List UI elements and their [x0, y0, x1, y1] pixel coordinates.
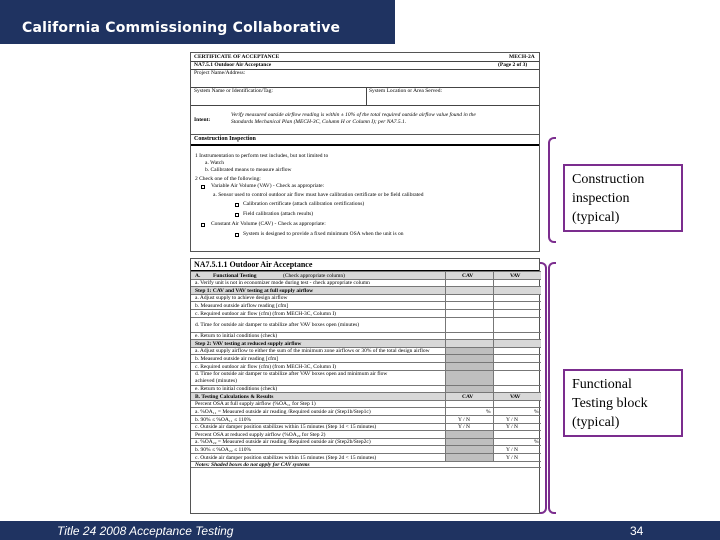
- construction-item: Constant Air Volume (CAV) - Check as appropriate:: [211, 221, 326, 227]
- results-header-row: B. Testing Calculations & Results CAV VAV: [191, 392, 541, 400]
- intent-line-2: Standards Mechanical Plan (MECH-3C, Column H or Column I); per NA7.5.1.: [231, 119, 407, 125]
- table-row: b. 90% ≤ %OA₁₁ ≤ 110% Y / N Y / N: [191, 415, 541, 423]
- intent-line-1: Verify measured outside airflow reading is within ± 10% of the total required outside airflow value found in the: [231, 112, 476, 118]
- table-row: d. Time for outside air damper to stabilize after VAV boxes open (minutes): [191, 317, 541, 332]
- table-row: c. Outside air damper position stabilizes within 15 minutes (Step 1d < 15 minutes) Y / N Y / N: [191, 423, 541, 431]
- construction-item: System is designed to provide a fixed minimum OSA when the unit is on: [243, 231, 404, 237]
- table-row: b. 90% ≤ %OA₂₂ ≤ 110% Y / N: [191, 445, 541, 453]
- construction-item: a. Watch: [205, 160, 225, 166]
- page-of: (Page 2 of 3): [498, 62, 528, 68]
- functional-bracket-left: [548, 262, 556, 514]
- construction-item: Variable Air Volume (VAV) - Check as appropriate:: [211, 183, 325, 189]
- col-vav: VAV: [510, 272, 521, 279]
- functional-callout: [563, 369, 683, 437]
- table-row: e. Return to initial conditions (check): [191, 332, 541, 340]
- construction-callout: [563, 164, 683, 232]
- project-label: Project Name/Address:: [194, 70, 246, 76]
- construction-item: Calibration certificate (attach calibration certifications): [243, 201, 365, 207]
- footer-bar: [0, 521, 720, 540]
- section-title: NA7.5.1 Outdoor Air Acceptance: [194, 62, 272, 68]
- table-row: b. Measured outside air reading [cfm]: [191, 354, 541, 362]
- shaded-note: Notes: Shaded boxes do not apply for CAV systems: [195, 462, 310, 469]
- table-row: a. Adjust supply airflow to either the sum of the minimum zone airflows or 30% of the total design airflow: [191, 347, 541, 355]
- note-row: [191, 461, 541, 469]
- callout-line: Construction: [572, 172, 645, 187]
- table-row: c. Required outdoor air flow (cfm) (from MECH-3C, Column I): [191, 309, 541, 317]
- col-functional: Functional Testing: [213, 272, 257, 279]
- table-row: a. Verify unit is not in economizer mode during test - check appropriate column: [191, 279, 541, 287]
- table-row: c. Required outdoor air flow (cfm) (from MECH-3C, Column I): [191, 362, 541, 370]
- step1-row: Step 1: CAV and VAV testing at full supply airflow: [191, 286, 541, 294]
- pct-full-row: Percent OSA at full supply airflow (%OA₁₁ for Step 1): [191, 400, 541, 408]
- table-row: a. Adjust supply to achieve design airflow: [191, 294, 541, 302]
- table-row: a. %OA₁₁ = Measured outside air reading /Required outside air (Step1b/Step1c) % %: [191, 407, 541, 415]
- callout-line: Functional: [572, 377, 632, 392]
- calibration-cert-checkbox[interactable]: [235, 203, 239, 207]
- field-calibration-checkbox[interactable]: [235, 213, 239, 217]
- table-row: a. %OA₂₂ = Measured outside air reading /Required outside air (Step2b/Step2c) %: [191, 438, 541, 446]
- functional-testing-form: [190, 258, 540, 514]
- construction-item: a. Sensor used to control outdoor air flow must have calibration certificate or be field calibrated: [213, 192, 424, 198]
- construction-item: b. Calibrated means to measure airflow: [205, 167, 292, 173]
- fixed-osa-checkbox[interactable]: [235, 233, 239, 237]
- col-cav: CAV: [462, 272, 474, 279]
- construction-item: Field calibration (attach results): [243, 211, 314, 217]
- table-row: b. Measured outside airflow reading [cfm]: [191, 301, 541, 309]
- intent-label: Intent:: [194, 117, 211, 123]
- functional-heading: NA7.5.1.1 Outdoor Air Acceptance: [194, 260, 313, 269]
- system-label: System Name or Identification/Tag:: [194, 88, 273, 94]
- table-header-row: A. Functional Testing (Check appropriate column) CAV VAV: [191, 271, 541, 279]
- table-row: c. Outside air damper position stabilizes within 15 minutes (Step 2d < 15 minutes) Y / N: [191, 453, 541, 461]
- header-title: California Commissioning Collaborative: [22, 20, 341, 36]
- step2-row: Step 2: VAV testing at reduced supply airflow: [191, 339, 541, 347]
- table-row: d. Time for outside air damper to stabilize after VAV boxes open and minimum air flow achieved (minutes): [191, 370, 541, 385]
- functional-bracket-right: [540, 262, 547, 514]
- construction-item: 1 Instrumentation to perform test includes, but not limited to: [195, 153, 329, 159]
- location-label: System Location or Area Served:: [369, 88, 443, 94]
- table-row: e. Return to initial conditions (check): [191, 385, 541, 393]
- form-id: MECH-2A: [509, 54, 535, 60]
- page-number: 34: [630, 524, 644, 538]
- pct-reduced-row: Percent OSA at reduced supply airflow (%OA₂₂ for Step 2): [191, 430, 541, 438]
- certificate-header-form: [190, 52, 540, 137]
- callout-line: Testing block: [572, 396, 648, 411]
- callout-line: inspection: [572, 191, 630, 206]
- cert-title: CERTIFICATE OF ACCEPTANCE: [194, 54, 280, 60]
- footer-title: Title 24 2008 Acceptance Testing: [57, 524, 234, 538]
- construction-inspection-form: [190, 134, 540, 252]
- construction-heading: Construction Inspection: [194, 136, 256, 142]
- callout-line: (typical): [572, 415, 620, 430]
- construction-bracket-left: [548, 137, 556, 243]
- cav-checkbox[interactable]: [201, 223, 205, 227]
- header-banner: [0, 0, 720, 44]
- col-note: (Check appropriate column): [283, 272, 346, 279]
- vav-checkbox[interactable]: [201, 185, 205, 189]
- construction-item: 2 Check one of the following:: [195, 176, 261, 182]
- callout-line: (typical): [572, 210, 620, 225]
